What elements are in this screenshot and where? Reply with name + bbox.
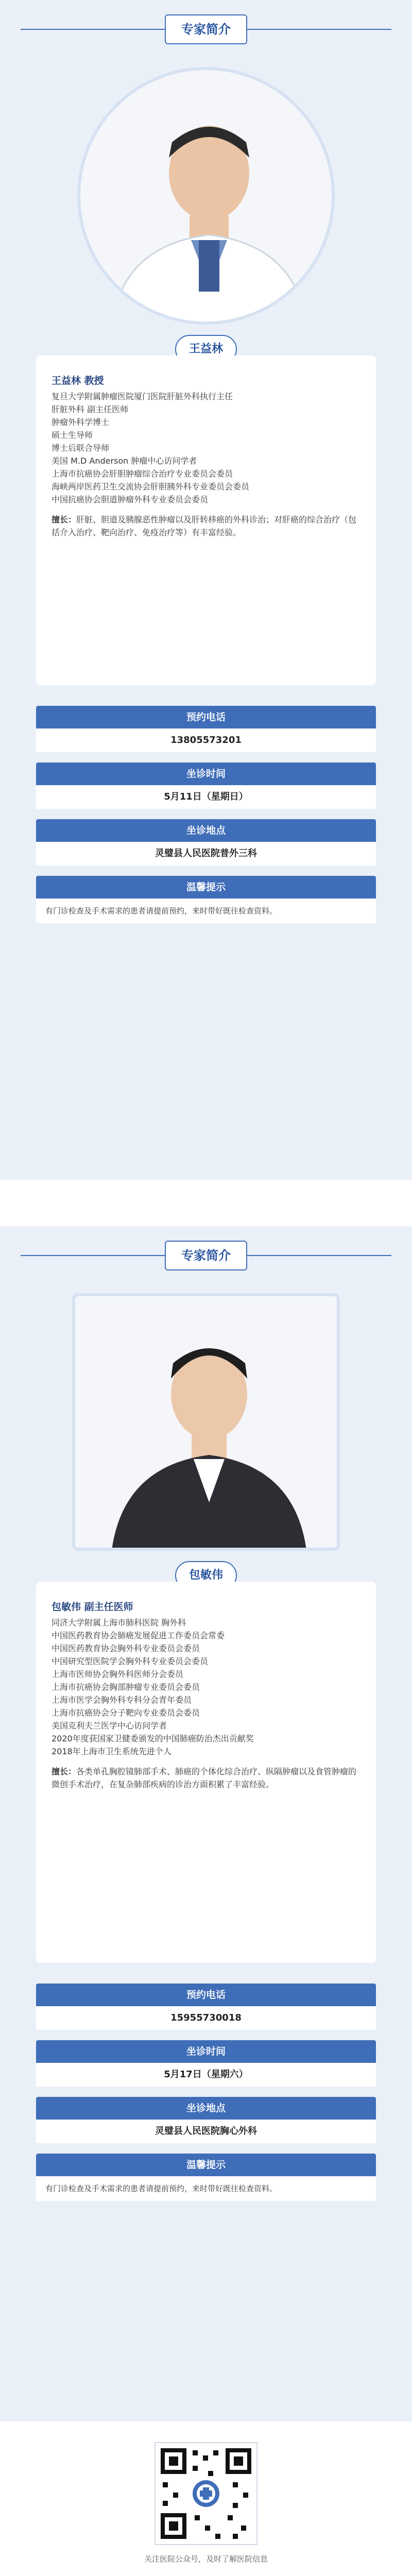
doctor2-line: 中国医药教育协会肺癌发展促进工作委员会常委 xyxy=(52,1631,225,1640)
specialty-label: 擅长： xyxy=(52,1767,77,1776)
doctor2-line: 上海市医师协会胸外科医师分会委员 xyxy=(52,1669,184,1679)
appt-label: 预约电话 xyxy=(36,706,376,728)
doctor2-line: 中国研究型医院学会胸外科专业委员会委员 xyxy=(52,1656,209,1666)
time-value: 5月17日（星期六） xyxy=(36,2063,376,2087)
tip-label: 温馨提示 xyxy=(36,876,376,899)
doctor1-line: 美国 M.D Anderson 肿瘤中心访问学者 xyxy=(52,456,197,466)
doctor1-portrait-icon xyxy=(80,70,335,325)
tip-text: 有门诊检查及手术需求的患者请提前预约，来时带好既往检查资料。 xyxy=(36,2176,376,2201)
place-value: 灵璧县人民医院普外三科 xyxy=(36,842,376,866)
doctor1-line: 上海市抗癌协会肝胆肿瘤综合治疗专业委员会委员 xyxy=(52,469,233,479)
doctor1-section xyxy=(0,0,412,1180)
place-label: 坐诊地点 xyxy=(36,819,376,842)
doctor2-photo xyxy=(72,1293,340,1551)
doctor1-header xyxy=(0,0,412,62)
section-title: 专家简介 xyxy=(165,14,247,44)
doctor2-name-title: 包敏伟 副主任医师 xyxy=(52,1601,133,1613)
doctor2-line: 美国克利夫兰医学中心访问学者 xyxy=(52,1721,167,1731)
appt-phone[interactable]: 13805573201 xyxy=(36,728,376,752)
doctor1-specialty xyxy=(52,513,360,539)
doctor1-info-card xyxy=(36,355,376,685)
doctor1-line: 肿瘤外科学博士 xyxy=(52,417,110,427)
doctor1-line: 硕士生导师 xyxy=(52,430,93,440)
qr-code-icon xyxy=(156,2443,256,2544)
doctor1-place xyxy=(36,819,376,866)
doctor1-name-badge: 王益林 xyxy=(175,335,237,364)
doctor2-line: 上海市医学会胸外科专科分会青年委员 xyxy=(52,1695,192,1705)
doctor1-line: 肝脏外科 副主任医师 xyxy=(52,404,129,414)
doctor2-line: 上海市抗癌协会胸部肿瘤专业委员会委员 xyxy=(52,1682,200,1692)
doctor1-photo xyxy=(77,67,335,325)
place-value: 灵璧县人民医院胸心外科 xyxy=(36,2120,376,2143)
doctor2-section xyxy=(0,1226,412,2421)
qr-code[interactable] xyxy=(154,2442,258,2545)
doctor2-name-badge: 包敏伟 xyxy=(175,1561,237,1590)
doctor2-place xyxy=(36,2097,376,2143)
doctor1-tip xyxy=(36,876,376,923)
specialty-text: 肝脏、胆道及胰腺恶性肿瘤以及肝转移癌的外科诊治；对肝癌的综合治疗（包括介入治疗、靶向治疗、免疫治疗等）有丰富经验。 xyxy=(52,515,357,537)
doctor2-line: 2020年度获国家卫健委颁发的中国肺癌防治杰出贡献奖 xyxy=(52,1734,254,1743)
doctor2-specialty xyxy=(52,1765,360,1791)
specialty-text: 各类单孔胸腔镜肺部手术、肺癌的个体化综合治疗、纵隔肿瘤以及食管肿瘤的微创手术治疗，在复杂肺部疾病的诊治方面积累了丰富经验。 xyxy=(52,1767,357,1789)
doctor1-name-title: 王益林 教授 xyxy=(52,375,104,386)
doctor2-time xyxy=(36,2040,376,2087)
doctor1-line: 博士后联合导师 xyxy=(52,443,110,453)
doctor2-info-card xyxy=(36,1582,376,1963)
doctor2-appointment xyxy=(36,1984,376,2030)
doctor2-line: 上海市抗癌协会分子靶向专业委员会委员 xyxy=(52,1708,200,1718)
time-label: 坐诊时间 xyxy=(36,2040,376,2063)
time-label: 坐诊时间 xyxy=(36,762,376,785)
doctor1-line: 复旦大学附属肿瘤医院厦门医院肝脏外科执行主任 xyxy=(52,392,233,401)
tip-text: 有门诊检查及手术需求的患者请提前预约，来时带好既往检查资料。 xyxy=(36,899,376,923)
doctor1-time xyxy=(36,762,376,809)
tip-label: 温馨提示 xyxy=(36,2154,376,2176)
doctor1-line: 海峡两岸医药卫生交流协会肝胆胰外科专业委员会委员 xyxy=(52,482,250,492)
doctor2-tip xyxy=(36,2154,376,2201)
doctor2-line: 2018年上海市卫生系统先进个人 xyxy=(52,1747,171,1756)
doctor1-line: 中国抗癌协会胆道肿瘤外科专业委员会委员 xyxy=(52,495,209,504)
doctor2-line: 同济大学附属上海市肺科医院 胸外科 xyxy=(52,1618,186,1628)
specialty-label: 擅长： xyxy=(52,515,77,524)
appt-phone[interactable]: 15955730018 xyxy=(36,2006,376,2030)
time-value: 5月11日（星期日） xyxy=(36,785,376,809)
doctor2-header xyxy=(0,1226,412,1288)
qr-area xyxy=(0,2432,412,2576)
doctor2-portrait-icon xyxy=(75,1296,340,1551)
place-label: 坐诊地点 xyxy=(36,2097,376,2120)
qr-caption: 关注医院公众号，及时了解医院信息 xyxy=(144,2554,268,2564)
section-title: 专家简介 xyxy=(165,1241,247,1270)
appt-label: 预约电话 xyxy=(36,1984,376,2006)
doctor2-line: 中国医药教育协会胸外科专业委员会委员 xyxy=(52,1643,200,1653)
doctor1-appointment xyxy=(36,706,376,752)
